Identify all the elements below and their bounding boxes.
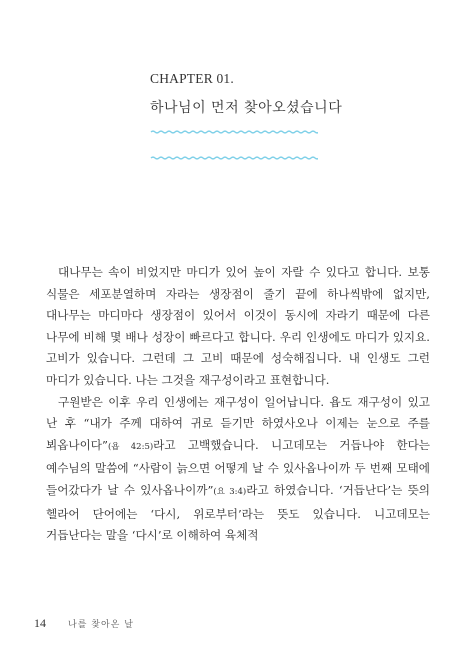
paragraph-2 (46, 392, 430, 547)
wave-divider (150, 127, 318, 165)
body-text (46, 262, 430, 547)
chapter-title: 하나님이 먼저 찾아오셨습니다 (150, 100, 343, 116)
paragraph-2-part-c: 라고 하였습니다. ‘거듭난다’는 뜻의 헬라어 단어에는 ‘다시, 위로부터’라는 뜻도 있습니다. 니고데모는 거듭난다는 말을 ‘다시’로 이해하여 육체적 (46, 482, 430, 543)
chapter-label: CHAPTER 01. (150, 71, 234, 86)
wave-line (151, 157, 318, 159)
scripture-ref-1: (욥 42:5) (107, 441, 154, 452)
page-number: 14 (34, 616, 46, 630)
paragraph-2-part-b: 라고 고백했습니다. 니고데모는 거듭나야 한다는 예수님의 말씀에 “사람이 늙으면 어떻게 날 수 있사옵나이까 두 번째 모태에 들어갔다가 날 수 있사옵나이까” (46, 437, 430, 497)
paragraph-2-part-a: 구원받은 이후 우리 인생에는 재구성이 일어납니다. 욥도 재구성이 있고 난 후 “내가 주께 대하여 귀로 듣기만 하였사오나 이제는 눈으로 주를 뵈옵나이다” (46, 394, 430, 452)
page-footer (34, 616, 134, 631)
wave-line (151, 131, 318, 133)
paragraph-1: 대나무는 속이 비었지만 마디가 있어 높이 자랄 수 있다고 합니다. 보통 식물은 세포분열하며 자라는 생장점이 줄기 끝에 하나씩밖에 없지만, 대나무는 마디마다 생장점이 있어서 이것이 동시에 자라기 때문에 다른 나무에 비해 몇 배나 성장이 빠르다고 합니다. 우리 인생에도 마디가 있지요. 고비가 있습니다. 그런데 그 고비 때문에 성숙해집니다. 내 인생도 그런 마디가 있습니다. 나는 그것을 재구성이라고 표현합니다. (46, 265, 430, 387)
scripture-ref-2: (요 3:4) (213, 486, 247, 497)
running-book-title: 나를 찾아온 날 (68, 620, 134, 630)
chapter-heading (150, 70, 342, 118)
